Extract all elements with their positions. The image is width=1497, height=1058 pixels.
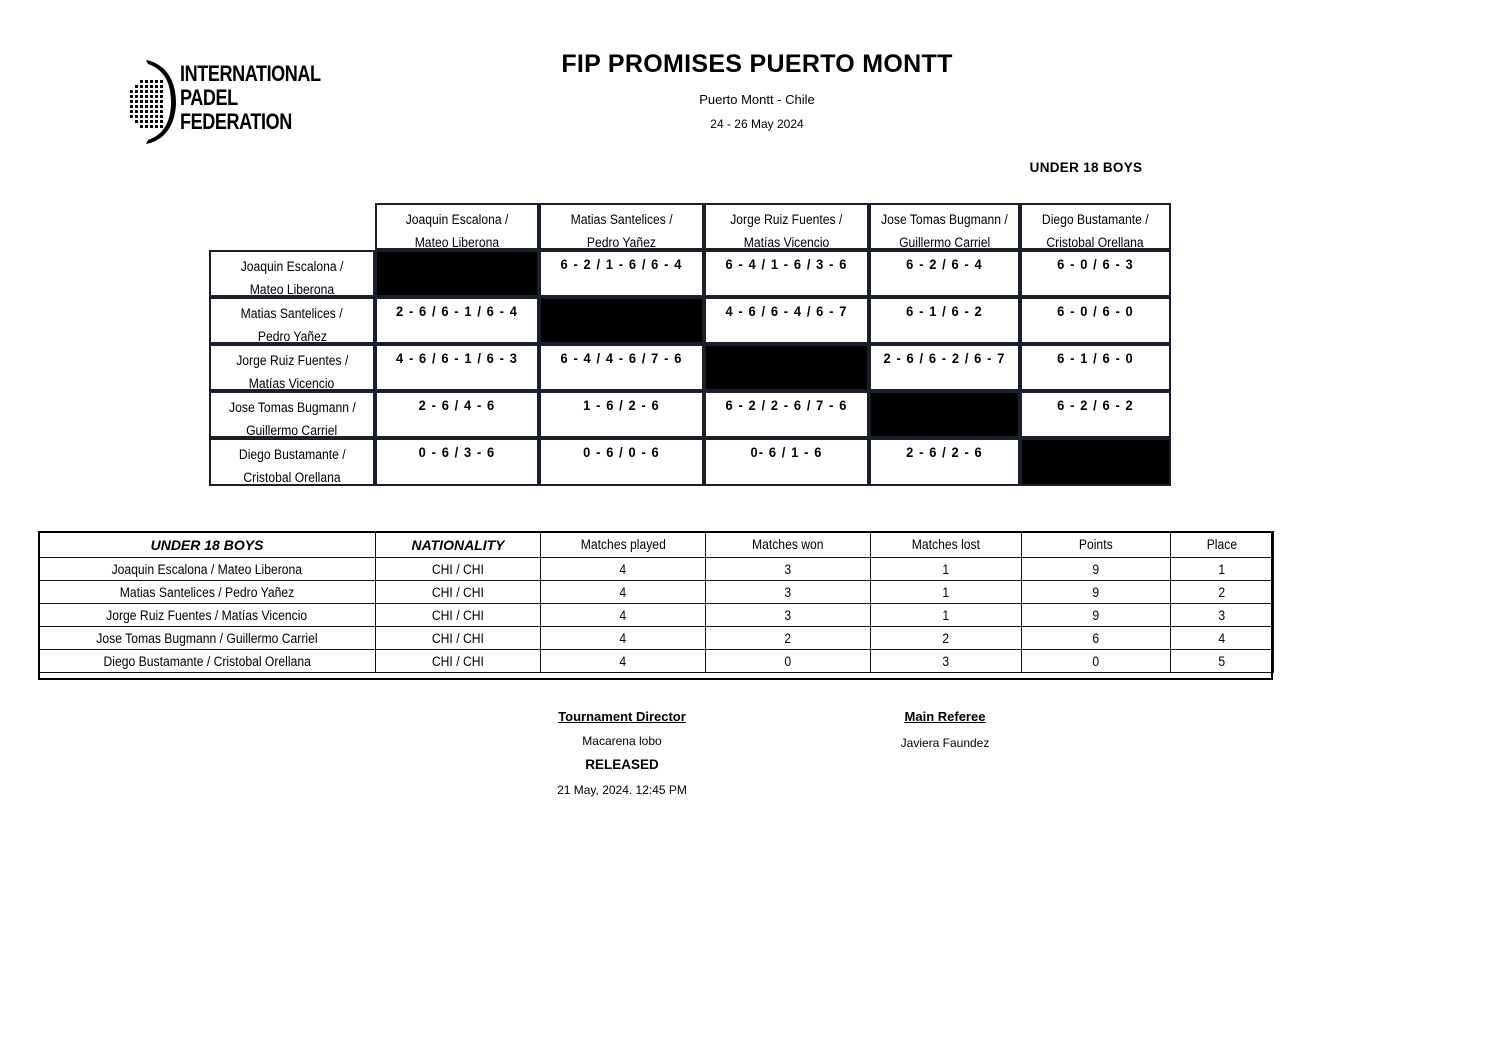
standings-table	[38, 531, 1274, 673]
standings-points: 9	[1022, 581, 1171, 604]
matrix-col-header	[1020, 203, 1171, 250]
match-score: 0- 6 / 1 - 6	[750, 444, 823, 460]
matrix-row-header	[209, 297, 375, 344]
match-score: 2 - 6 / 4 - 6	[418, 397, 496, 413]
row-team-line1: Jose Tomas Bugmann /	[228, 400, 356, 415]
standings-points: 6	[1022, 627, 1171, 650]
col-team-line2: Guillermo Carriel	[898, 235, 991, 250]
matrix-score-cell	[869, 438, 1020, 486]
match-score: 6 - 0 / 6 - 3	[1057, 256, 1134, 272]
standings-header-played: Matches played	[541, 532, 706, 558]
standings-team: Matias Santelices / Pedro Yañez	[39, 581, 376, 604]
matrix-col-header	[539, 203, 704, 250]
standings-place: 1	[1171, 558, 1274, 581]
col-team-line1: Jose Tomas Bugmann /	[881, 212, 1008, 227]
standings-nationality: CHI / CHI	[376, 558, 541, 581]
director-label: Tournament Director	[558, 709, 686, 724]
standings-played: 4	[541, 627, 706, 650]
matrix-diagonal-cell	[1020, 438, 1171, 486]
standings-won: 3	[706, 558, 871, 581]
director-name: Macarena lobo	[582, 734, 662, 748]
standings-played: 4	[541, 650, 706, 673]
col-team-line2: Pedro Yañez	[586, 235, 657, 250]
standings-place: 2	[1171, 581, 1274, 604]
matrix-score-cell	[1020, 297, 1171, 344]
referee-label: Main Referee	[904, 709, 986, 724]
standings-team: Diego Bustamante / Cristobal Orellana	[39, 650, 376, 673]
standings-nationality: CHI / CHI	[376, 650, 541, 673]
matrix-score-cell	[704, 438, 869, 486]
row-team-line1: Diego Bustamante /	[238, 447, 346, 462]
matrix-score-cell	[704, 250, 869, 297]
standings-nationality: CHI / CHI	[376, 581, 541, 604]
referee-name: Javiera Faundez	[900, 736, 990, 750]
standings-header-place: Place	[1171, 532, 1274, 558]
row-team-line2: Guillermo Carriel	[246, 423, 338, 438]
row-team-line2: Cristobal Orellana	[243, 470, 341, 485]
match-score: 6 - 2 / 2 - 6 / 7 - 6	[725, 397, 848, 413]
tournament-location: Puerto Montt - Chile	[699, 92, 815, 107]
matrix-row-header	[209, 391, 375, 438]
standings-lost: 3	[871, 650, 1022, 673]
match-score: 6 - 2 / 1 - 6 / 6 - 4	[560, 256, 683, 272]
standings-header-row	[39, 532, 1274, 558]
match-score: 6 - 4 / 4 - 6 / 7 - 6	[560, 350, 683, 366]
match-score: 2 - 6 / 6 - 2 / 6 - 7	[883, 350, 1006, 366]
col-team-line1: Joaquin Escalona /	[405, 212, 509, 227]
matrix-col-header	[375, 203, 539, 250]
logo-line-2: PADEL	[180, 85, 238, 110]
standings-row	[39, 558, 1274, 581]
match-score: 1 - 6 / 2 - 6	[583, 397, 660, 413]
standings-won: 3	[706, 581, 871, 604]
match-score: 6 - 1 / 6 - 2	[906, 303, 983, 319]
standings-nationality: CHI / CHI	[376, 604, 541, 627]
standings-played: 4	[541, 581, 706, 604]
row-team-line2: Pedro Yañez	[257, 329, 327, 344]
matrix-score-cell	[704, 297, 869, 344]
standings-row	[39, 581, 1274, 604]
standings-row	[39, 604, 1274, 627]
standings-won: 3	[706, 604, 871, 627]
standings-team: Jorge Ruiz Fuentes / Matías Vicencio	[39, 604, 376, 627]
match-score: 6 - 4 / 1 - 6 / 3 - 6	[725, 256, 848, 272]
matrix-score-cell	[375, 344, 539, 391]
col-team-line1: Jorge Ruiz Fuentes /	[730, 212, 843, 227]
match-score: 0 - 6 / 0 - 6	[583, 444, 660, 460]
col-team-line2: Mateo Liberona	[414, 235, 500, 250]
matrix-score-cell	[375, 297, 539, 344]
standings-team: Jose Tomas Bugmann / Guillermo Carriel	[39, 627, 376, 650]
matrix-score-cell	[1020, 250, 1171, 297]
matrix-diagonal-cell	[375, 250, 539, 297]
standings-header-points: Points	[1022, 532, 1171, 558]
logo-line-1: INTERNATIONAL	[180, 61, 321, 86]
standings-played: 4	[541, 558, 706, 581]
standings-nationality: CHI / CHI	[376, 627, 541, 650]
match-score: 4 - 6 / 6 - 4 / 6 - 7	[725, 303, 848, 319]
matrix-score-cell	[539, 250, 704, 297]
matrix-row-header	[209, 344, 375, 391]
padel-ball-icon	[116, 58, 180, 146]
matrix-score-cell	[539, 391, 704, 438]
row-team-line1: Jorge Ruiz Fuentes /	[235, 353, 349, 368]
standings-place: 3	[1171, 604, 1274, 627]
standings-row	[39, 650, 1274, 673]
standings-lost: 1	[871, 604, 1022, 627]
matrix-score-cell	[539, 344, 704, 391]
standings-played: 4	[541, 604, 706, 627]
standings-points: 9	[1022, 604, 1171, 627]
col-team-line1: Diego Bustamante /	[1042, 212, 1149, 227]
matrix-score-cell	[1020, 391, 1171, 438]
row-team-line1: Joaquin Escalona /	[240, 259, 344, 274]
standings-header-category: UNDER 18 BOYS	[39, 532, 376, 558]
matrix-score-cell	[869, 297, 1020, 344]
matrix-score-cell	[539, 438, 704, 486]
released-date: 21 May, 2024. 12:45 PM	[557, 783, 687, 797]
standings-team: Joaquin Escalona / Mateo Liberona	[39, 558, 376, 581]
standings-lost: 1	[871, 581, 1022, 604]
row-team-line1: Matias Santelices /	[241, 306, 343, 321]
logo-line-3: FEDERATION	[180, 109, 292, 134]
match-score: 2 - 6 / 6 - 1 / 6 - 4	[396, 303, 518, 319]
logo-wordmark	[180, 62, 321, 134]
row-team-line2: Mateo Liberona	[249, 282, 335, 297]
matrix-col-header	[869, 203, 1020, 250]
match-score: 6 - 2 / 6 - 2	[1057, 397, 1134, 413]
matrix-score-cell	[869, 344, 1020, 391]
page-title: FIP PROMISES PUERTO MONTT	[561, 50, 953, 78]
row-team-line2: Matías Vicencio	[249, 376, 335, 391]
standings-points: 9	[1022, 558, 1171, 581]
col-team-line1: Matias Santelices /	[570, 212, 673, 227]
matrix-col-header	[704, 203, 869, 250]
standings-lost: 1	[871, 558, 1022, 581]
matrix-score-cell	[375, 391, 539, 438]
col-team-line2: Cristobal Orellana	[1046, 235, 1145, 250]
match-score: 0 - 6 / 3 - 6	[418, 444, 496, 460]
matrix-score-cell	[869, 250, 1020, 297]
standings-header-won: Matches won	[706, 532, 871, 558]
col-team-line2: Matías Vicencio	[743, 235, 830, 250]
standings-header-nationality: NATIONALITY	[376, 532, 541, 558]
standings-place: 5	[1171, 650, 1274, 673]
match-score: 6 - 0 / 6 - 0	[1057, 303, 1134, 319]
match-score: 6 - 2 / 6 - 4	[906, 256, 983, 272]
standings-won: 2	[706, 627, 871, 650]
match-score: 2 - 6 / 2 - 6	[906, 444, 983, 460]
standings-header-lost: Matches lost	[871, 532, 1022, 558]
matrix-score-cell	[1020, 344, 1171, 391]
tournament-dates: 24 - 26 May 2024	[710, 117, 804, 131]
match-score: 6 - 1 / 6 - 0	[1057, 350, 1134, 366]
standings-row	[39, 627, 1274, 650]
matrix-score-cell	[704, 391, 869, 438]
matrix-score-cell	[375, 438, 539, 486]
matrix-row-header	[209, 438, 375, 486]
category-label: UNDER 18 BOYS	[1029, 160, 1143, 175]
match-score: 4 - 6 / 6 - 1 / 6 - 3	[396, 350, 518, 366]
standings-lost: 2	[871, 627, 1022, 650]
matrix-diagonal-cell	[704, 344, 869, 391]
standings-won: 0	[706, 650, 871, 673]
matrix-diagonal-cell	[869, 391, 1020, 438]
standings-place: 4	[1171, 627, 1274, 650]
matrix-diagonal-cell	[539, 297, 704, 344]
fip-logo	[116, 58, 321, 146]
released-label: RELEASED	[585, 757, 659, 772]
standings-points: 0	[1022, 650, 1171, 673]
matrix-row-header	[209, 250, 375, 297]
